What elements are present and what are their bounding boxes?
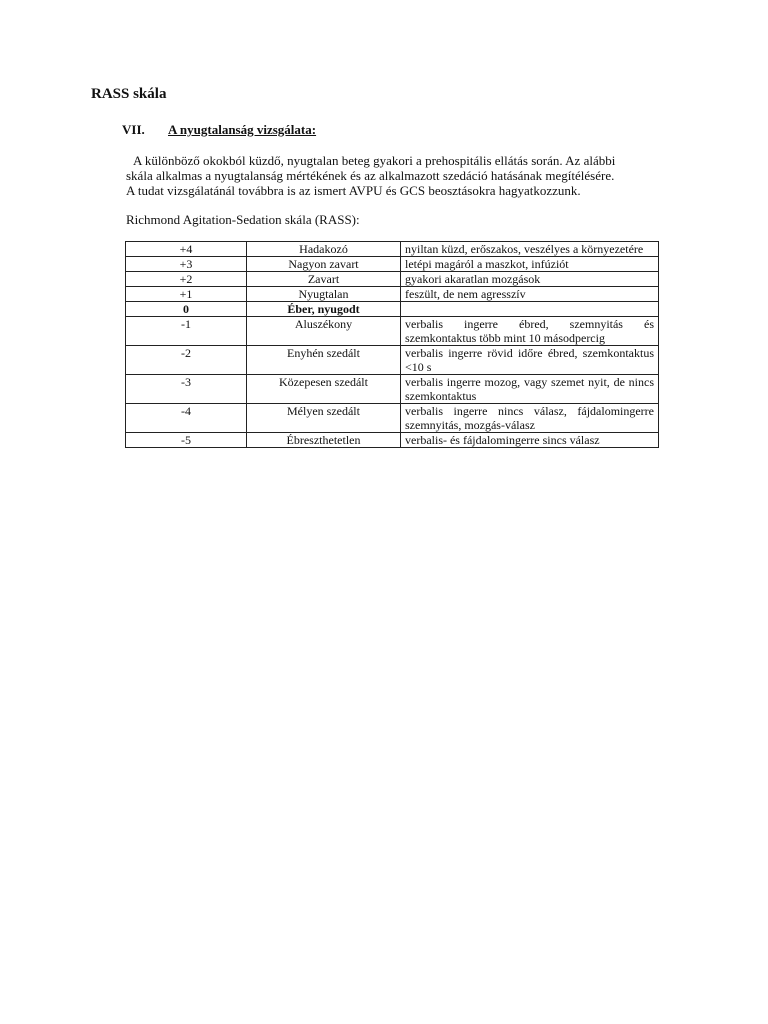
description-cell: letépi magáról a maszkot, infúziót	[401, 257, 659, 272]
score-cell: -4	[126, 404, 247, 433]
score-cell: +1	[126, 287, 247, 302]
intro-line: skála alkalmas a nyugtalanság mértékének és az alkalmazott szedáció hatásának megítélésére.	[126, 168, 615, 183]
table-caption: Richmond Agitation-Sedation skála (RASS):	[126, 212, 360, 227]
table-row	[126, 346, 659, 375]
term-cell: Hadakozó	[247, 242, 401, 257]
table-row	[126, 242, 659, 257]
score-cell: -3	[126, 375, 247, 404]
term-cell: Éber, nyugodt	[247, 302, 401, 317]
description-cell: verbalis ingerre rövid időre ébred, szemkontaktus <10 s	[401, 346, 659, 375]
table-row	[126, 272, 659, 287]
score-cell: +3	[126, 257, 247, 272]
intro-line: A tudat vizsgálatánál továbbra is az ismert AVPU és GCS beosztásokra hagyatkozzunk.	[126, 183, 581, 198]
rass-table	[125, 241, 659, 448]
description-cell: verbalis ingerre ébred, szemnyitás és szemkontaktus több mint 10 másodpercig	[401, 317, 659, 346]
term-cell: Mélyen szedált	[247, 404, 401, 433]
intro-line: A különböző okokból küzdő, nyugtalan beteg gyakori a prehospitális ellátás során. Az alábbi	[133, 153, 616, 168]
section-title: A nyugtalanság vizsgálata:	[168, 122, 317, 137]
term-cell: Zavart	[247, 272, 401, 287]
score-cell: -1	[126, 317, 247, 346]
description-cell: gyakori akaratlan mozgások	[401, 272, 659, 287]
term-cell: Közepesen szedált	[247, 375, 401, 404]
section-number: VII.	[122, 122, 145, 137]
term-cell: Enyhén szedált	[247, 346, 401, 375]
section-heading	[122, 122, 316, 138]
table-row	[126, 287, 659, 302]
intro-paragraph	[126, 153, 666, 198]
term-cell: Nagyon zavart	[247, 257, 401, 272]
description-cell: nyiltan küzd, erőszakos, veszélyes a környezetére	[401, 242, 659, 257]
table-row	[126, 433, 659, 448]
description-cell: verbalis ingerre mozog, vagy szemet nyit, de nincs szemkontaktus	[401, 375, 659, 404]
term-cell: Ébreszthetetlen	[247, 433, 401, 448]
table-row	[126, 302, 659, 317]
description-cell	[401, 302, 659, 317]
score-cell: +4	[126, 242, 247, 257]
score-cell: 0	[126, 302, 247, 317]
table-row	[126, 317, 659, 346]
description-cell: verbalis ingerre nincs válasz, fájdalomingerre szemnyitás, mozgás-válasz	[401, 404, 659, 433]
score-cell: -5	[126, 433, 247, 448]
document-title: RASS skála	[91, 86, 167, 102]
table-row	[126, 257, 659, 272]
score-cell: +2	[126, 272, 247, 287]
table-row	[126, 375, 659, 404]
description-cell: verbalis- és fájdalomingerre sincs válasz	[401, 433, 659, 448]
description-cell: feszült, de nem agresszív	[401, 287, 659, 302]
table-row	[126, 404, 659, 433]
term-cell: Aluszékony	[247, 317, 401, 346]
term-cell: Nyugtalan	[247, 287, 401, 302]
score-cell: -2	[126, 346, 247, 375]
